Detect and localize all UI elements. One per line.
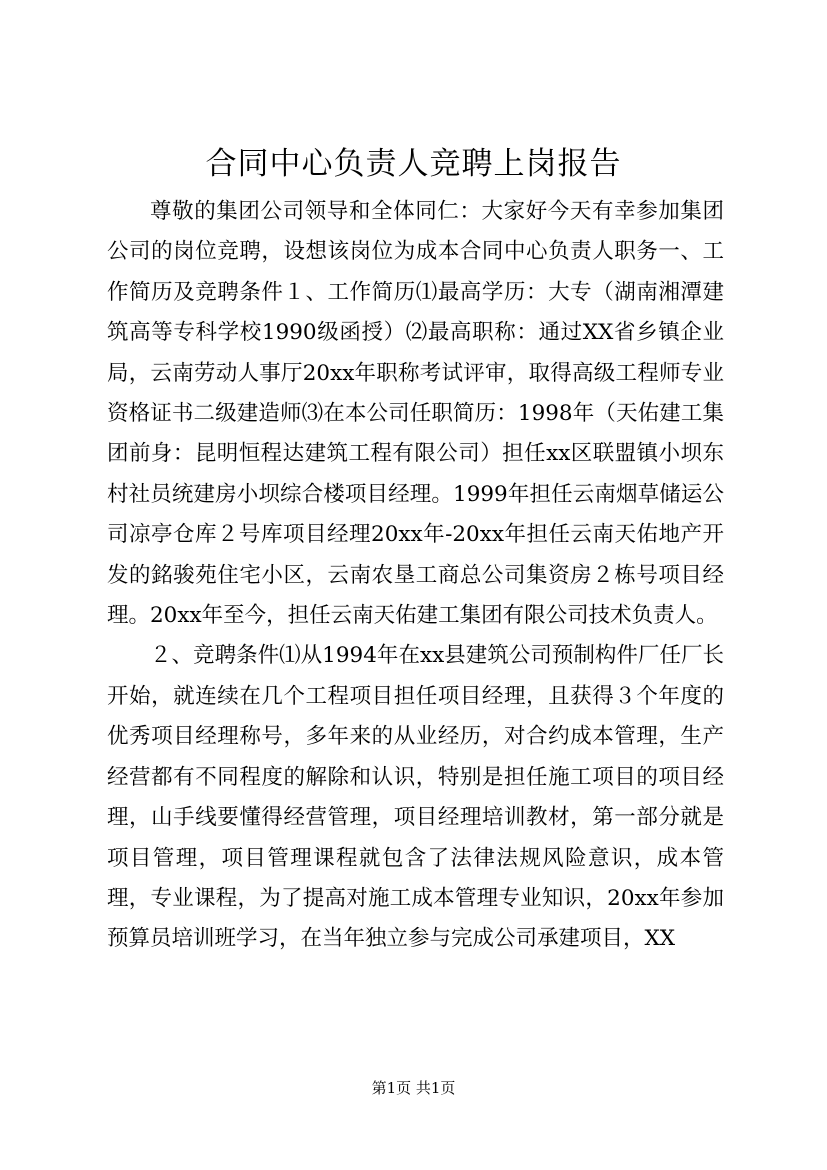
page-footer: 第1页 共1页 — [371, 1079, 456, 1097]
paragraph-1: 尊敬的集团公司领导和全体同仁：大家好今天有幸参加集团公司的岗位竞聘，设想该岗位为成本合同中心负责人职务一、工作简历及竞聘条件１、工作简历⑴最高学历：大专（湖南湘潭建筑高等专科学校1990级函授）⑵最高职称：通过XX省乡镇企业局，云南劳动人事厅20xx年职称考试评审，取得高级工程师专业资格证书二级建造师⑶在本公司任职简历：1998年（天佑建工集团前身：昆明恒程达建筑工程有限公司）担任xx区联盟镇小坝东村社员统建房小坝综合楼项目经理。1999年担任云南烟草储运公司凉亭仓库２号库项目经理20xx年-20xx年担任云南天佑地产开发的銘骏苑住宅小区，云南农垦工商总公司集资房２栋号项目经理。20xx年至今，担任云南天佑建工集团有限公司技术负责人。 — [107, 199, 724, 629]
document-body — [107, 192, 724, 960]
document-title: 合同中心负责人竞聘上岗报告 — [205, 146, 622, 182]
paragraph-2: ２、竞聘条件⑴从1994年在xx县建筑公司预制构件厂任厂长开始，就连续在几个工程项目担任项目经理，且获得３个年度的优秀项目经理称号，多年来的从业经历，对合约成本管理，生产经营都有不同程度的解除和认识，特别是担任施工项目的项目经理，山手线要懂得经营管理，项目经理培训教材，第一部分就是项目管理，项目管理课程就包含了法律法规风险意识，成本管理，专业课程，为了提高对施工成本管理专业知识，20xx年参加预算员培训班学习，在当年独立参与完成公司承建项目，XX — [107, 643, 724, 952]
